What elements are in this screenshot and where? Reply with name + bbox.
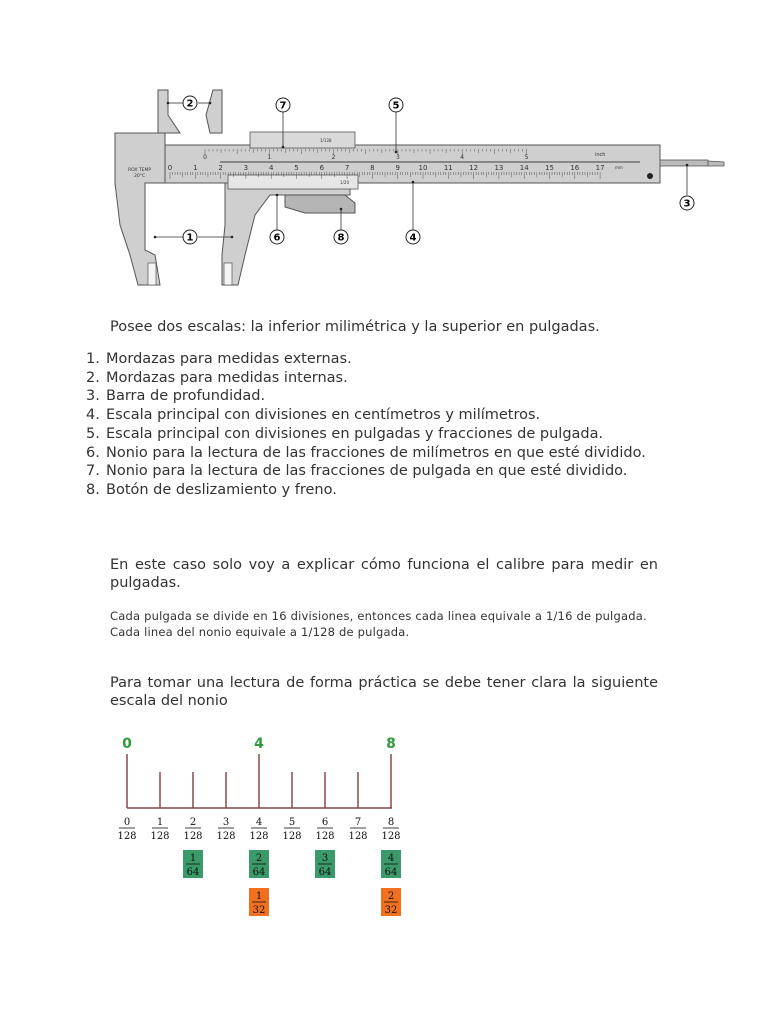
- callout-7: [276, 98, 290, 112]
- mm-label: 6: [319, 164, 325, 172]
- inch-label: 1: [267, 154, 272, 161]
- sliding-inner-jaw: [206, 90, 222, 133]
- svg-text:1: 1: [186, 232, 194, 244]
- svg-text:6: 6: [273, 232, 281, 244]
- list-item: 7. Nonio para la lectura de las fracciones de pulgada en que esté dividido.: [86, 463, 628, 480]
- fraction-box-den: 32: [384, 905, 398, 916]
- vernier-top-label: 4: [254, 736, 264, 752]
- mm-unit-label: mm: [615, 165, 623, 170]
- fixed-jaw: [115, 133, 165, 285]
- inch-label: 0: [203, 154, 207, 161]
- fraction-denominator: 128: [183, 831, 203, 842]
- callout-4: [406, 230, 420, 244]
- fraction-box-num: 2: [255, 853, 263, 864]
- note-line-2: Cada linea del nonio equivale a 1/128 de pulgada.: [110, 625, 410, 639]
- thumb-button: [285, 195, 355, 213]
- svg-text:8: 8: [337, 232, 345, 244]
- list-item: 6. Nonio para la lectura de las fracciones de milímetros en que esté dividido.: [86, 444, 646, 461]
- vernier-top-label: 0: [122, 736, 132, 752]
- fraction-box-num: 2: [387, 891, 395, 902]
- inch-label: 4: [460, 154, 465, 161]
- temp-label: 20°C: [134, 174, 146, 179]
- fraction-box-den: 64: [318, 867, 332, 878]
- mm-label: 12: [469, 164, 479, 172]
- fraction-box-den: 32: [252, 905, 266, 916]
- fraction-denominator: 128: [381, 831, 401, 842]
- note-line-1: Cada pulgada se divide en 16 divisiones, entonces cada linea equivale a 1/16 de pulgada.: [110, 609, 647, 623]
- svg-text:4: 4: [409, 232, 417, 244]
- callout-3: [680, 196, 694, 210]
- list-item: 2. Mordazas para medidas internas.: [86, 369, 348, 386]
- fraction-denominator: 128: [249, 831, 269, 842]
- callout-8: [334, 230, 348, 244]
- mm-label: 14: [519, 164, 529, 172]
- inches-paragraph: En este caso solo voy a explicar cómo funciona el calibre para medir en pulgadas.: [110, 557, 658, 591]
- brand-label: ROX TEMP: [128, 168, 152, 173]
- mm-label: 13: [494, 164, 504, 172]
- mm-label: 11: [443, 164, 453, 172]
- fraction-numerator: 3: [222, 817, 230, 828]
- mm-label: 10: [418, 164, 428, 172]
- mm-label: 5: [294, 164, 299, 172]
- fraction-box: [315, 850, 335, 878]
- beam-screw: [647, 173, 653, 179]
- callout-2: [183, 96, 197, 110]
- inch-label: 3: [395, 154, 400, 161]
- fraction-box: [381, 888, 401, 916]
- fraction-numerator: 4: [255, 817, 263, 828]
- inch-unit-label: inch: [595, 152, 606, 158]
- jaw-tip-left: [148, 263, 156, 285]
- fraction-box-num: 1: [255, 891, 263, 902]
- fraction-denominator: 128: [216, 831, 236, 842]
- fraction-numerator: 6: [321, 817, 329, 828]
- callout-6: [270, 230, 284, 244]
- vernier-mm-label: 1/20: [340, 180, 349, 185]
- fraction-box: [249, 850, 269, 878]
- caliper-diagram: [110, 85, 730, 295]
- list-item: 5. Escala principal con divisiones en pulgadas y fracciones de pulgada.: [86, 425, 604, 442]
- fraction-denominator: 128: [150, 831, 170, 842]
- mm-label: 0: [167, 164, 173, 172]
- list-item: 8. Botón de deslizamiento y freno.: [86, 481, 337, 498]
- svg-text:2: 2: [186, 98, 194, 110]
- fraction-box-num: 3: [321, 853, 329, 864]
- vernier-top-label: 8: [386, 736, 396, 752]
- depth-bar-tip: [708, 161, 724, 166]
- fraction-numerator: 1: [156, 817, 164, 828]
- list-item: 4. Escala principal con divisiones en centímetros y milímetros.: [86, 407, 541, 424]
- fraction-numerator: 8: [387, 817, 395, 828]
- reading-paragraph: Para tomar una lectura de forma práctica se debe tener clara la siguiente escala del nonio: [110, 675, 658, 709]
- fraction-numerator: 5: [288, 817, 296, 828]
- mm-label: 3: [243, 164, 249, 172]
- callout-5: [389, 98, 403, 112]
- depth-bar: [660, 160, 708, 166]
- fraction-box-den: 64: [252, 867, 266, 878]
- mm-vernier-plate: [228, 175, 358, 189]
- mm-label: 15: [545, 164, 554, 172]
- fraction-numerator: 2: [189, 817, 197, 828]
- svg-text:7: 7: [279, 100, 287, 112]
- inch-label: 2: [331, 154, 336, 161]
- mm-label: 17: [595, 164, 605, 172]
- vernier-scale-figure: [100, 728, 430, 928]
- mm-label: 1: [193, 164, 198, 172]
- fraction-denominator: 128: [117, 831, 137, 842]
- note-paragraph: [110, 608, 658, 640]
- fraction-box-num: 1: [189, 853, 197, 864]
- mm-label: 4: [268, 164, 274, 172]
- list-item: 1. Mordazas para medidas externas.: [86, 351, 352, 367]
- vernier-inch-label: 1/128: [320, 138, 332, 143]
- fraction-box-den: 64: [186, 867, 200, 878]
- fraction-numerator: 0: [123, 817, 131, 828]
- mm-label: 8: [370, 164, 375, 172]
- beam-scale-strip: [220, 161, 640, 163]
- mm-label: 9: [395, 164, 400, 172]
- fraction-box: [183, 850, 203, 878]
- mm-label: 2: [218, 164, 223, 172]
- fraction-numerator: 7: [354, 817, 362, 828]
- fraction-box-den: 64: [384, 867, 398, 878]
- fraction-box-num: 4: [387, 853, 395, 864]
- fixed-inner-jaw: [158, 90, 180, 133]
- svg-text:5: 5: [392, 100, 400, 112]
- fraction-box: [381, 850, 401, 878]
- fraction-denominator: 128: [315, 831, 335, 842]
- jaw-tip-right: [224, 263, 232, 285]
- fraction-denominator: 128: [348, 831, 368, 842]
- fraction-box: [249, 888, 269, 916]
- parts-list: [86, 350, 658, 500]
- fraction-denominator: 128: [282, 831, 302, 842]
- intro-paragraph: Posee dos escalas: la inferior milimétrica y la superior en pulgadas.: [110, 319, 600, 335]
- list-item: 3. Barra de profundidad.: [86, 388, 266, 405]
- svg-text:3: 3: [683, 198, 691, 210]
- inch-label: 5: [524, 154, 529, 161]
- mm-label: 16: [570, 164, 580, 172]
- callout-1: [183, 230, 197, 244]
- mm-label: 7: [344, 164, 350, 172]
- inch-vernier-plate: [250, 132, 355, 148]
